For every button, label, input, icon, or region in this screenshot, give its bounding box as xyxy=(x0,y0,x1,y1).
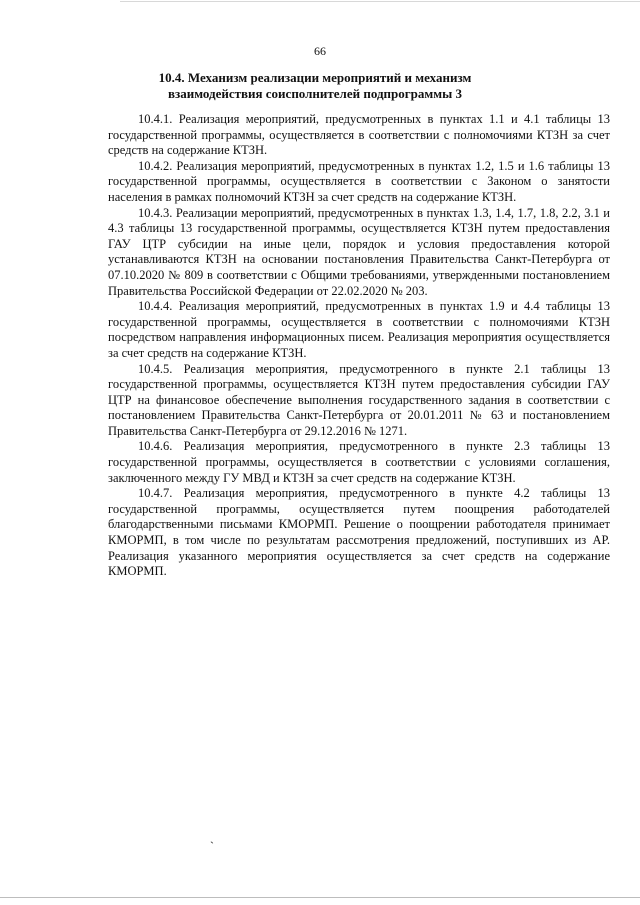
scan-edge-bottom xyxy=(0,897,640,898)
heading-line-2: взаимодействия соисполнителей подпрограммы 3 xyxy=(167,86,463,101)
scan-edge-top xyxy=(120,1,640,2)
paragraph-10-4-4: 10.4.4. Реализация мероприятий, предусмотренных в пунктах 1.9 и 4.4 таблицы 13 государственной программы, осуществляется в соответствии с полномочиями КТЗН посредством направления информационных писем. Реализация мероприятия осуществляется за счет средств на содержание КТЗН. xyxy=(108,299,610,360)
paragraph-10-4-3: 10.4.3. Реализации мероприятий, предусмотренных в пунктах 1.3, 1.4, 1.7, 1.8, 2.2, 3.1 и 4.3 таблицы 13 государственной программы, осуществляется КТЗН путем предоставления ГАУ ЦТР субсидии на иные цели, порядок и условия предоставления которой устанавливаются КТЗН на основании постановления Правительства Санкт-Петербурга от 07.10.2020 № 809 в соответствии с Общими требованиями, утвержденными постановлением Правительства Российской Федерации от 22.02.2020 № 203. xyxy=(108,205,610,298)
paragraph-10-4-1: 10.4.1. Реализация мероприятий, предусмотренных в пунктах 1.1 и 4.1 таблицы 13 государственной программы, осуществляется в соответствии с полномочиями КТЗН за счет средств на содержание КТЗН. xyxy=(108,112,610,158)
page-number: 66 xyxy=(314,44,326,58)
paragraph-10-4-7: 10.4.7. Реализация мероприятия, предусмотренного в пункте 4.2 таблицы 13 государственной программы, осуществляется путем поощрения работодателей благодарственными письмами КМОРМП. Решение о поощрении работодателя принимает КМОРМП, в том числе по результатам рассмотрения предложений, поступивших из АР. Реализация указанного мероприятия осуществляется за счет средств на содержание КМОРМП. xyxy=(108,486,610,579)
heading-line-1: 10.4. Механизм реализации мероприятий и механизм xyxy=(158,70,472,85)
scan-mark: ˎ xyxy=(210,830,214,844)
paragraph-10-4-6: 10.4.6. Реализация мероприятия, предусмотренного в пункте 2.3 таблицы 13 государственной программы, осуществляется в соответствии с условиями соглашения, заключенного между ГУ МВД и КТЗН за счет средств на содержание КТЗН. xyxy=(108,439,610,485)
section-heading xyxy=(110,70,520,102)
paragraph-10-4-2: 10.4.2. Реализация мероприятий, предусмотренных в пунктах 1.2, 1.5 и 1.6 таблицы 13 государственной программы, осуществляется в соответствии с Законом о занятости населения в рамках полномочий КТЗН за счет средств на содержание КТЗН. xyxy=(108,158,610,204)
document-body xyxy=(108,112,610,580)
paragraph-10-4-5: 10.4.5. Реализация мероприятия, предусмотренного в пункте 2.1 таблицы 13 государственной программы, осуществляется КТЗН путем предоставления субсидии ГАУ ЦТР на финансовое обеспечение выполнения государственного задания в соответствии с постановлением Правительства Санкт-Петербурга от 20.01.2011 № 63 и постановлением Правительства Санкт-Петербурга от 29.12.2016 № 1271. xyxy=(108,361,610,438)
